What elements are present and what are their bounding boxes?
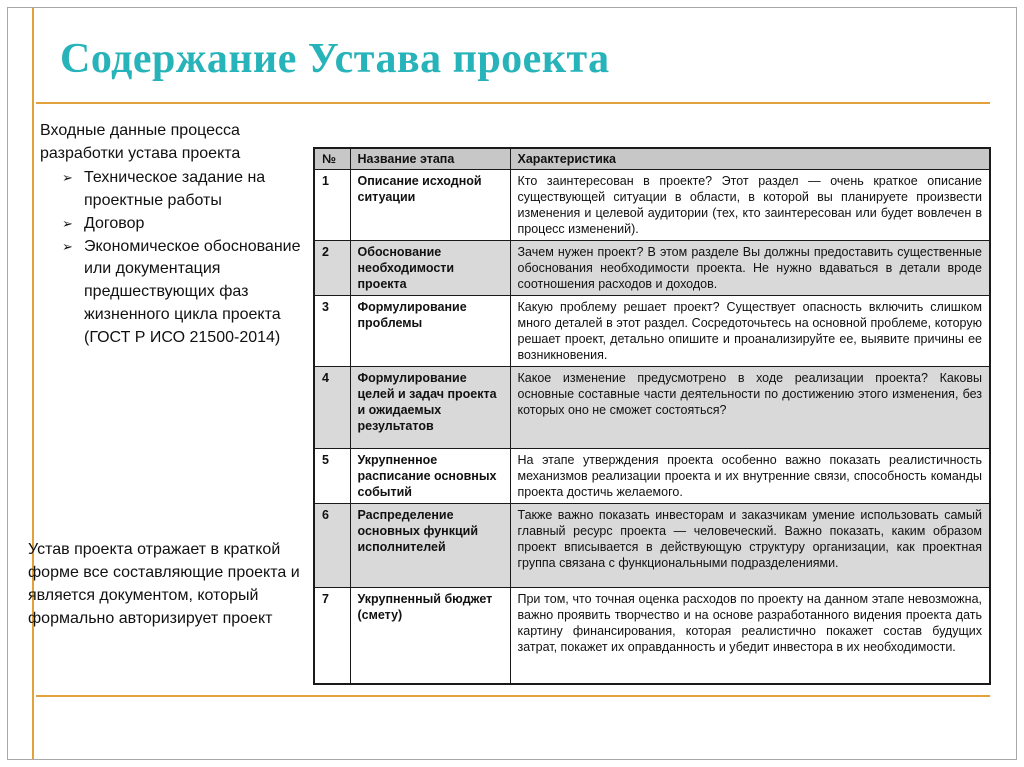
stage-name-cell: Обоснование необходимости проекта bbox=[350, 241, 510, 296]
header-stage-name: Название этапа bbox=[350, 148, 510, 170]
left-accent-line bbox=[32, 8, 34, 759]
row-number-cell: 6 bbox=[314, 504, 350, 588]
characteristic-cell: Какую проблему решает проект? Существует опасность включить слишком много деталей в этот раздел. Сосредоточьтесь на основной проблеме, которую решает проект, детально опишите и проанализируйте ее, выявите причины ее возникновения. bbox=[510, 296, 990, 367]
input-data-block bbox=[40, 120, 308, 349]
row-number-cell: 3 bbox=[314, 296, 350, 367]
list-item bbox=[40, 167, 308, 212]
title-divider-line bbox=[36, 102, 990, 104]
footer-divider-line bbox=[36, 695, 990, 697]
stage-name-cell: Описание исходной ситуации bbox=[350, 170, 510, 241]
table-row bbox=[314, 296, 990, 367]
bullet-text: Договор bbox=[84, 214, 145, 232]
characteristic-cell: Также важно показать инвесторам и заказчикам умение использовать самый главный ресурс проекта — человеческий. Важно показать, каким образом проект вписывается в действующую структуру организации, как проектная группа связана с функциональными подразделениями. bbox=[510, 504, 990, 588]
row-number-cell: 5 bbox=[314, 449, 350, 504]
characteristic-cell: Кто заинтересован в проекте? Этот раздел — очень краткое описание существующей ситуации в области, в которой вы планируете произвести изменения и целевой аудитории (тех, кто заинтересован или будет вовлечен в процесс изменений). bbox=[510, 170, 990, 241]
input-data-intro: Входные данные процесса разработки устава проекта bbox=[40, 122, 241, 162]
table-row bbox=[314, 449, 990, 504]
row-number-cell: 1 bbox=[314, 170, 350, 241]
header-characteristic: Характеристика bbox=[510, 148, 990, 170]
row-number-cell: 4 bbox=[314, 367, 350, 449]
bullet-arrow-icon: ➢ bbox=[62, 170, 73, 186]
bullet-text: Экономическое обоснование или документация предшествующих фаз жизненного цикла проекта (ГОСТ Р ИСО 21500-2014) bbox=[84, 237, 301, 346]
charter-table-container bbox=[313, 147, 991, 685]
stage-name-cell: Формулирование целей и задач проекта и ожидаемых результатов bbox=[350, 367, 510, 449]
stage-name-cell: Укрупненный бюджет (смету) bbox=[350, 588, 510, 684]
bullet-text: Техническое задание на проектные работы bbox=[84, 169, 266, 210]
stage-name-cell: Укрупненное расписание основных событий bbox=[350, 449, 510, 504]
table-row bbox=[314, 241, 990, 296]
stage-name-cell: Формулирование проблемы bbox=[350, 296, 510, 367]
characteristic-cell: Зачем нужен проект? В этом разделе Вы должны предоставить существенные обоснования необходимости проекта. Не нужно вдаваться в детали вроде соотношения расходов и доходов. bbox=[510, 241, 990, 296]
row-number-cell: 7 bbox=[314, 588, 350, 684]
table-row bbox=[314, 588, 990, 684]
table-row bbox=[314, 170, 990, 241]
input-data-list bbox=[40, 167, 308, 349]
bullet-arrow-icon: ➢ bbox=[62, 215, 73, 231]
header-number: № bbox=[314, 148, 350, 170]
slide-title: Содержание Устава проекта bbox=[60, 36, 610, 82]
list-item bbox=[40, 213, 308, 236]
characteristic-cell: Какое изменение предусмотрено в ходе реализации проекта? Каковы основные составные части деятельности по достижению этого изменения, без которых оно не сможет состояться? bbox=[510, 367, 990, 449]
table-header-row bbox=[314, 148, 990, 170]
bullet-arrow-icon: ➢ bbox=[62, 238, 73, 254]
stage-name-cell: Распределение основных функций исполнителей bbox=[350, 504, 510, 588]
charter-summary-text: Устав проекта отражает в краткой форме все составляющие проекта и является документом, который формально авторизирует проект bbox=[28, 541, 300, 628]
table-row bbox=[314, 504, 990, 588]
characteristic-cell: При том, что точная оценка расходов по проекту на данном этапе невозможна, важно проявить творчество и на основе разработанного видения проекта дать картину финансирования, которая реалистично покажет состав будущих затрат, покажет их оправданность и убедит инвестора в их необходимости. bbox=[510, 588, 990, 684]
list-item bbox=[40, 236, 308, 350]
charter-stages-table bbox=[313, 147, 991, 685]
row-number-cell: 2 bbox=[314, 241, 350, 296]
table-row bbox=[314, 367, 990, 449]
characteristic-cell: На этапе утверждения проекта особенно важно показать реалистичность механизмов реализации проекта и их внутренние связи, способность команды проекта достичь желаемого. bbox=[510, 449, 990, 504]
